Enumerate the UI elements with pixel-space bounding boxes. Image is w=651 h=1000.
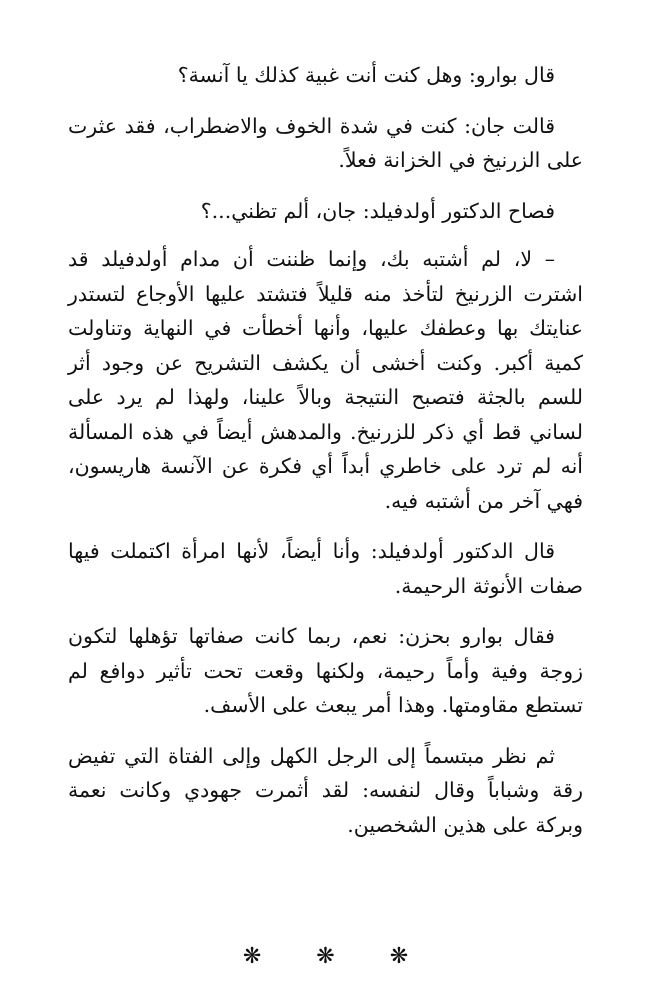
paragraph-poirot-sad: فقال بوارو بحزن: نعم، ربما كانت صفاتها تؤهلها لتكون زوجة وفية وأماً رحيمة، ولكنها وقعت تحت تأثير دوافع لم تستطع مقاومتها. وهذا أمر يبعث على الأسف.	[68, 624, 583, 717]
page-text	[68, 58, 583, 858]
paragraph-oldfield-agrees: قال الدكتور أولدفيلد: وأنا أيضاً، لأنها امرأة اكتملت فيها صفات الأنوثة الرحيمة.	[68, 539, 583, 598]
paragraph-closing: ثم نظر مبتسماً إلى الرجل الكهل وإلى الفتاة التي تفيض رقة وشباباً وقال لنفسه: لقد أثمرت جهودي وكانت نعمة وبركة على هذين الشخصين.	[68, 743, 583, 837]
paragraph-poirot-question: قال بوارو: وهل كنت أنت غبية كذلك يا آنسة؟	[177, 63, 555, 87]
section-break-ornament: ❋ ❋ ❋	[242, 944, 433, 969]
paragraph-oldfield-exclaims: فصاح الدكتور أولدفيلد: جان، ألم تظني...؟	[200, 198, 555, 223]
paragraph-jane-explanation: – لا، لم أشتبه بك، وإنما ظننت أن مدام أولدفيلد قد اشترت الزرنيخ لتأخذ منه قليلاً فتشتد عليها الأوجاع لتستدر عنايتك بها وعطفك عليها، وأنها أخطأت في النهاية وتناولت كمية أكبر. وكنت أخشى أن يكشف التشريح عن وجود أثر للسم بالجثة فتصبح النتيجة وبالاً علينا، ولهذا لم يرد على لساني قط أي ذكر للزرنيخ. والمدهش أيضاً في هذه المسألة أنه لم ترد على خاطري أبداً أي فكرة عن الآنسة هاريسون، فهي آخر من أشتبه فيه.	[68, 247, 583, 513]
paragraph-jane-reply: قالت جان: كنت في شدة الخوف والاضطراب، فقد عثرت على الزرنيخ في الخزانة فعلاً.	[68, 113, 583, 172]
